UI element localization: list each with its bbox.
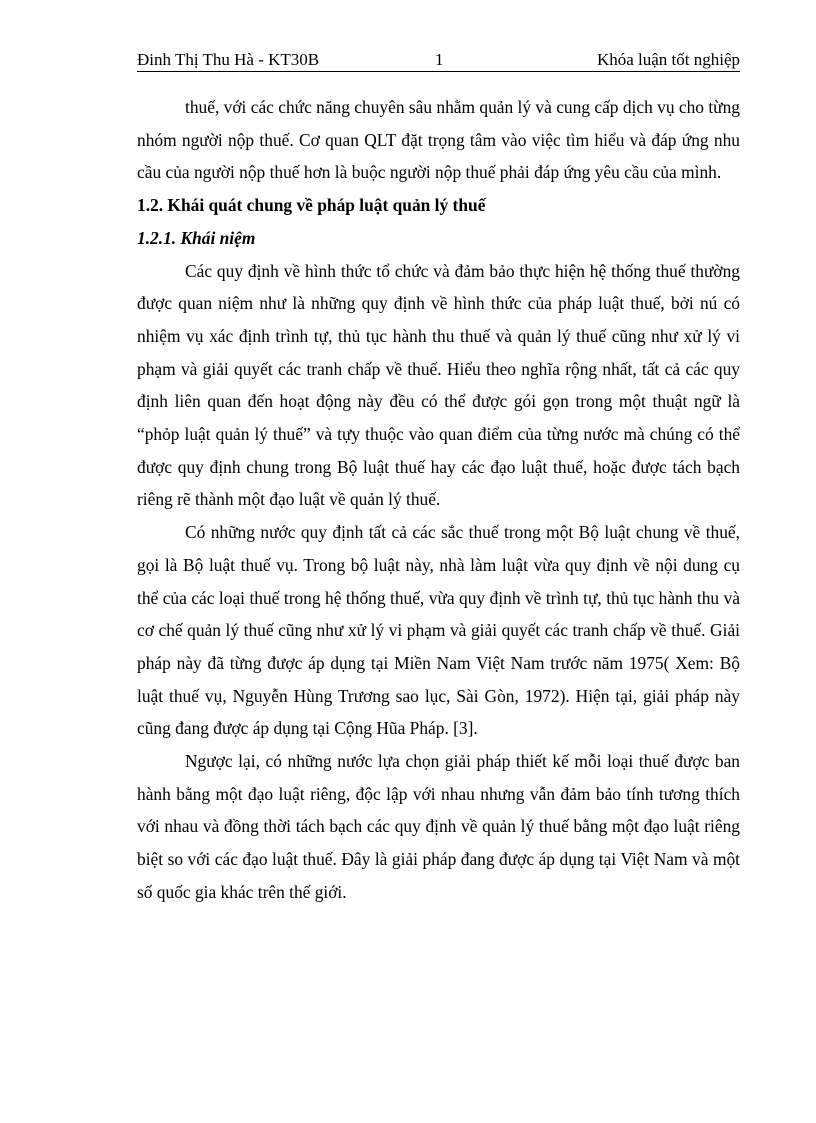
section-heading-1-2: 1.2. Khái quát chung về pháp luật quản lý thuế [137, 195, 486, 216]
page-header [137, 50, 740, 72]
header-page-number: 1 [435, 50, 444, 69]
header-author: Đinh Thị Thu Hà - KT30B [137, 50, 320, 69]
header-divider [137, 71, 740, 72]
header-doc-type: Khóa luận tốt nghiệp [596, 50, 740, 69]
paragraph-definition: Các quy định về hình thức tổ chức và đảm bảo thực hiện hệ thống thuế thường được quan niệm như là những quy định về hình thức của pháp luật thuế, bởi nú có nhiệm vụ xác định trình tự, thủ tục hành thu thuế và quản lý thuế cũng như xử lý vi phạm và giải quyết các tranh chấp về thuế. Hiểu theo nghĩa rộng nhất, tất cả các quy định liên quan đến hoạt động này đều có thể được gói gọn trong một thuật ngữ là “phỏp luật quản lý thuế” và tựy thuộc vào quan điểm của từng nước mà chúng có thể được quy định chung trong Bộ luật thuế hay các đạo luật thuế, hoặc được tách bạch riêng rẽ thành một đạo luật về quản lý thuế. [137, 260, 740, 510]
paragraph-intro: thuế, với các chức năng chuyên sâu nhằm quản lý và cung cấp dịch vụ cho từng nhóm người nộp thuế. Cơ quan QLT đặt trọng tâm vào việc tìm hiểu và đáp ứng nhu cầu của người nộp thuế hơn là buộc người nộp thuế phải đáp ứng yêu cầu của mình. [137, 97, 740, 183]
document-body [137, 91, 740, 909]
paragraph-separate-laws: Ngược lại, có những nước lựa chọn giải pháp thiết kế mỗi loại thuế được ban hành bằng một đạo luật riêng, độc lập với nhau nhưng vẫn đảm bảo tính tương thích với nhau và đồng thời tách bạch các quy định về quản lý thuế bằng một đạo luật riêng biệt so với các đạo luật thuế. Đây là giải pháp đang được áp dụng tại Việt Nam và một số quốc gia khác trên thế giới. [137, 751, 740, 902]
subsection-heading-1-2-1: 1.2.1. Khái niệm [137, 227, 256, 248]
paragraph-tax-code: Có những nước quy định tất cả các sắc thuế trong một Bộ luật chung về thuế, gọi là Bộ luật thuế vụ. Trong bộ luật này, nhà làm luật vừa quy định về nội dung cụ thể của các loại thuế trong hệ thống thuế, vừa quy định về trình tự, thủ tục hành thu và cơ chế quản lý thuế cũng như xử lý vi phạm và giải quyết các tranh chấp về thuế. Giải pháp này đã từng được áp dụng tại Miền Nam Việt Nam trước năm 1975( Xem: Bộ luật thuế vụ, Nguyễn Hùng Trương sao lục, Sài Gòn, 1972). Hiện tại, giải pháp này cũng đang được áp dụng tại Cộng Hũa Pháp. [3]. [137, 522, 740, 739]
